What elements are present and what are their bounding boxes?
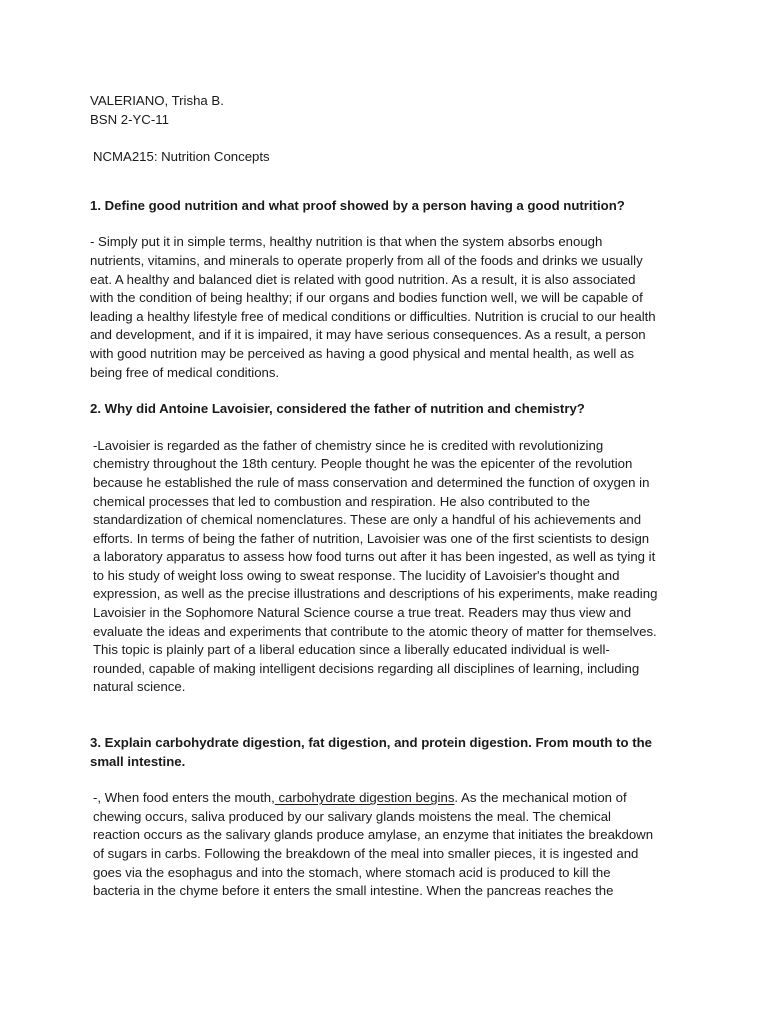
question-2: 2. Why did Antoine Lavoisier, considered the father of nutrition and chemistry? [90,401,585,417]
answer-3-suffix: . As the mechanical motion of chewing occurs, saliva produced by our salivary glands moistens the meal. The chemical reaction occurs as the salivary glands produce amylase, an enzyme that initiates the breakdown of sugars in carbs. Following the breakdown of the meal into smaller pieces, it is ingested and goes via the esophagus and into the stomach, where stomach acid is produced to kill the bacteria in the chyme before it enters the small intestine. When the pancreas reaches the [93,790,654,899]
course-title: NCMA215: Nutrition Concepts [93,149,270,165]
answer-1: - Simply put it in simple terms, healthy nutrition is that when the system absorbs enough nutrients, vitamins, and minerals to operate properly from all of the foods and drinks we usually eat. A healthy and balanced diet is related with good nutrition. As a result, it is also associated with the condition of being healthy; if our organs and bodies function well, we will be capable of leading a healthy lifestyle free of medical conditions or difficulties. Nutrition is crucial to our health and development, and if it is impaired, it may have serious consequences. As a result, a person with good nutrition may be perceived as having a good physical and mental health, as well as being free of medical conditions. [90,234,656,380]
question-1: 1. Define good nutrition and what proof showed by a person having a good nutrition? [90,197,625,213]
answer-3-prefix: -, When food enters the mouth, [93,790,275,806]
answer-3 [90,789,660,901]
document-page [90,92,660,901]
student-section: BSN 2-YC-11 [90,111,169,127]
answer-2: -Lavoisier is regarded as the father of chemistry since he is credited with revolutionizing chemistry throughout the 18th century. People thought he was the epicenter of the revolution because he established the rule of mass conservation and determined the function of oxygen in chemical processes that led to combustion and respiration. He also contributed to the standardization of chemical nomenclatures. These are only a handful of his achievements and efforts. In terms of being the father of nutrition, Lavoisier was one of the first scientists to design a laboratory apparatus to assess how food turns out after it has been ingested, as well as tying it to his study of weight loss owing to sweat response. The lucidity of Lavoisier's thought and expression, as well as the precise illustrations and descriptions of his experiments, make reading Lavoisier in the Sophomore Natural Science course a true treat. Readers may thus view and evaluate the ideas and experiments that contribute to the atomic theory of matter for themselves. This topic is plainly part of a liberal education since a liberally educated individual is well-rounded, capable of making intelligent decisions regarding all disciplines of learning, including natural science. [93,437,658,695]
question-3: 3. Explain carbohydrate digestion, fat digestion, and protein digestion. From mouth to the small intestine. [90,735,652,769]
student-name: VALERIANO, Trisha B. [90,93,224,108]
carbohydrate-digestion-link[interactable]: carbohydrate digestion begins [274,790,455,806]
